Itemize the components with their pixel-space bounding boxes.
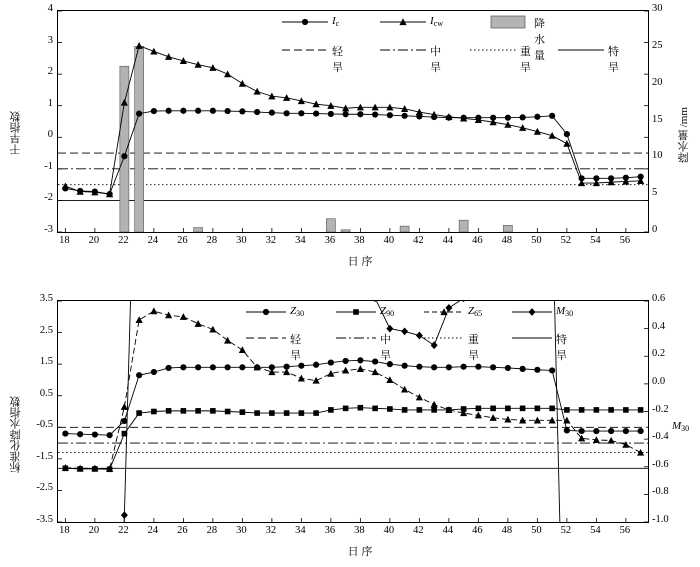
- panel-b-xtick: 38: [354, 525, 365, 536]
- panel-b-ytick-right: -0.4: [652, 431, 669, 443]
- panel-b-ytick-left: -3.5: [36, 514, 53, 525]
- legend-symbol-dotted: [424, 331, 464, 345]
- panel-b-ytick-left: 0.5: [39, 387, 53, 399]
- legend-label-light: 轻旱: [332, 46, 343, 74]
- panel-a-xtick: 22: [118, 235, 129, 246]
- panel-b-ytick-right: -0.8: [652, 486, 669, 498]
- panel-a-ytick-left: 0: [47, 129, 53, 141]
- panel-b-ytick-left: 1.5: [39, 356, 53, 368]
- legend-symbol-circle: [282, 15, 328, 29]
- panel-a-xtick: 52: [560, 235, 572, 246]
- panel-a-ytick-right: 0: [652, 224, 658, 235]
- panel-b-xtick: 40: [383, 525, 395, 536]
- panel-a-ytick-right: 20: [652, 76, 663, 88]
- panel-b-xtick: 46: [472, 525, 483, 536]
- legend-symbol-dashdot: [336, 331, 376, 345]
- panel-b-xtick: 28: [206, 525, 218, 536]
- panel-a-ytick-left: 2: [47, 66, 53, 78]
- panel-b-xtick: 52: [560, 525, 572, 536]
- legend-symbol-triangle-dashed: [424, 305, 464, 319]
- panel-a-xtick: 50: [531, 235, 542, 246]
- panel-a-xtick: 36: [324, 235, 336, 246]
- panel-b-xtick: 34: [295, 525, 306, 536]
- legend-label-extreme: 特旱: [556, 334, 567, 362]
- legend-label-moderate: 中旱: [380, 334, 391, 362]
- panel-a-xtick: 44: [442, 235, 454, 246]
- legend-label-moderate: 中旱: [430, 46, 441, 74]
- panel-b-ytick-left: 2.5: [39, 324, 53, 336]
- panel-a-xtick: 56: [619, 235, 631, 246]
- panel-b-ylabel-right-text: M: [672, 420, 682, 432]
- panel-a-xtick: 34: [295, 235, 306, 246]
- panel-b-ytick-right: -0.6: [652, 458, 669, 470]
- panel-a-xtick: 48: [501, 235, 513, 246]
- panel-b-xtick: 24: [147, 525, 159, 536]
- panel-a-ytick-left: -2: [44, 192, 53, 204]
- panel-a-ylabel-right: 降水量 /mm: [678, 107, 690, 163]
- panel-b-xtick: 36: [324, 525, 336, 536]
- panel-a-ytick-left: 3: [47, 34, 53, 46]
- legend-label-severe: 重旱: [520, 46, 531, 74]
- legend-label-Z65: $Z_{65}$: [468, 305, 483, 318]
- legend-symbol-solid: [512, 331, 552, 345]
- panel-b-xtick: 26: [177, 525, 188, 536]
- legend-label-M30: $M_{30}$: [556, 305, 574, 318]
- panel-a-xtick: 30: [236, 235, 247, 246]
- panel-b-ytick-right: 0.0: [652, 375, 666, 387]
- chart-panel-b: [0, 280, 700, 567]
- panel-a-xtick: 32: [265, 235, 277, 246]
- panel-a-xtick: 46: [472, 235, 483, 246]
- legend-label-precip: 降水量: [534, 18, 545, 62]
- panel-a-xtick: 26: [177, 235, 188, 246]
- panel-a-xtick: 20: [88, 235, 100, 246]
- chart-panel-a: [0, 0, 700, 280]
- legend-symbol-dotted: [470, 43, 516, 57]
- legend-symbol-circle: [246, 305, 286, 319]
- panel-b-ytick-right: -1.0: [652, 514, 669, 525]
- panel-b-xtick: 42: [413, 525, 424, 536]
- panel-b-ytick-left: 3.5: [39, 293, 53, 304]
- panel-a-ytick-right: 30: [652, 3, 663, 14]
- legend-symbol-dashdot: [380, 43, 426, 57]
- panel-a-ytick-left: 4: [47, 3, 53, 14]
- panel-a-xtick: 28: [206, 235, 218, 246]
- legend-symbol-diamond: [512, 305, 552, 319]
- panel-a-ytick-left: -1: [44, 160, 53, 172]
- panel-a-ytick-left: 1: [47, 97, 53, 109]
- panel-a-xtick: 40: [383, 235, 395, 246]
- panel-a-xtick: 38: [354, 235, 365, 246]
- panel-b-xtick: 48: [501, 525, 513, 536]
- panel-a-ytick-right: 5: [652, 187, 658, 199]
- legend-symbol-square: [336, 305, 376, 319]
- panel-b-ytick-left: -1.5: [36, 450, 53, 462]
- legend-symbol-triangle: [380, 15, 426, 29]
- panel-a-ytick-left: -3: [44, 224, 53, 235]
- panel-b-xtick: 32: [265, 525, 277, 536]
- legend-label-severe: 重旱: [468, 334, 479, 362]
- panel-a-xtick: 54: [590, 235, 601, 246]
- legend-symbol-dashed: [282, 43, 328, 57]
- panel-a-ytick-right: 10: [652, 150, 663, 162]
- legend-symbol-bar: [485, 15, 531, 29]
- panel-a-ytick-right: 25: [652, 39, 663, 51]
- panel-b-ytick-right: 0.6: [652, 293, 666, 304]
- panel-a-xtick: 42: [413, 235, 424, 246]
- panel-b-ytick-left: -2.5: [36, 482, 53, 494]
- legend-label-light: 轻旱: [290, 334, 301, 362]
- panel-b-xtick: 22: [118, 525, 129, 536]
- panel-b-xtick: 44: [442, 525, 454, 536]
- panel-b-ytick-right: -0.2: [652, 403, 669, 415]
- panel-b-xtick: 56: [619, 525, 631, 536]
- legend-label-Z30: $Z_{30}$: [290, 305, 305, 318]
- panel-a-xlabel: 日 序: [347, 256, 373, 268]
- panel-b-ylabel-left: 标准化降水指数: [10, 396, 22, 474]
- panel-b-xlabel: 日 序: [347, 546, 373, 558]
- legend-symbol-dashed: [246, 331, 286, 345]
- panel-a-xtick: 18: [59, 235, 70, 246]
- legend-label-Icw: $I_{cw}$: [430, 15, 443, 28]
- panel-a-xtick: 24: [147, 235, 159, 246]
- panel-b-xtick: 54: [590, 525, 601, 536]
- legend-symbol-solid: [558, 43, 604, 57]
- panel-b-ylabel-right-sub: 30: [681, 424, 690, 433]
- panel-b-ytick-right: 0.2: [652, 348, 666, 360]
- panel-b-xtick: 20: [88, 525, 100, 536]
- legend-label-Ic: $I_c$: [332, 15, 340, 28]
- legend-label-extreme: 特旱: [608, 46, 619, 74]
- panel-b-xtick: 30: [236, 525, 247, 536]
- panel-a-ylabel-left: 干旱指数: [10, 111, 22, 155]
- panel-a-ytick-right: 15: [652, 113, 663, 125]
- panel-b-ytick-right: 0.4: [652, 320, 666, 332]
- legend-label-Z90: $Z_{90}$: [380, 305, 395, 318]
- panel-b-ytick-left: -0.5: [36, 419, 53, 431]
- panel-b-xtick: 50: [531, 525, 542, 536]
- panel-b-xtick: 18: [59, 525, 70, 536]
